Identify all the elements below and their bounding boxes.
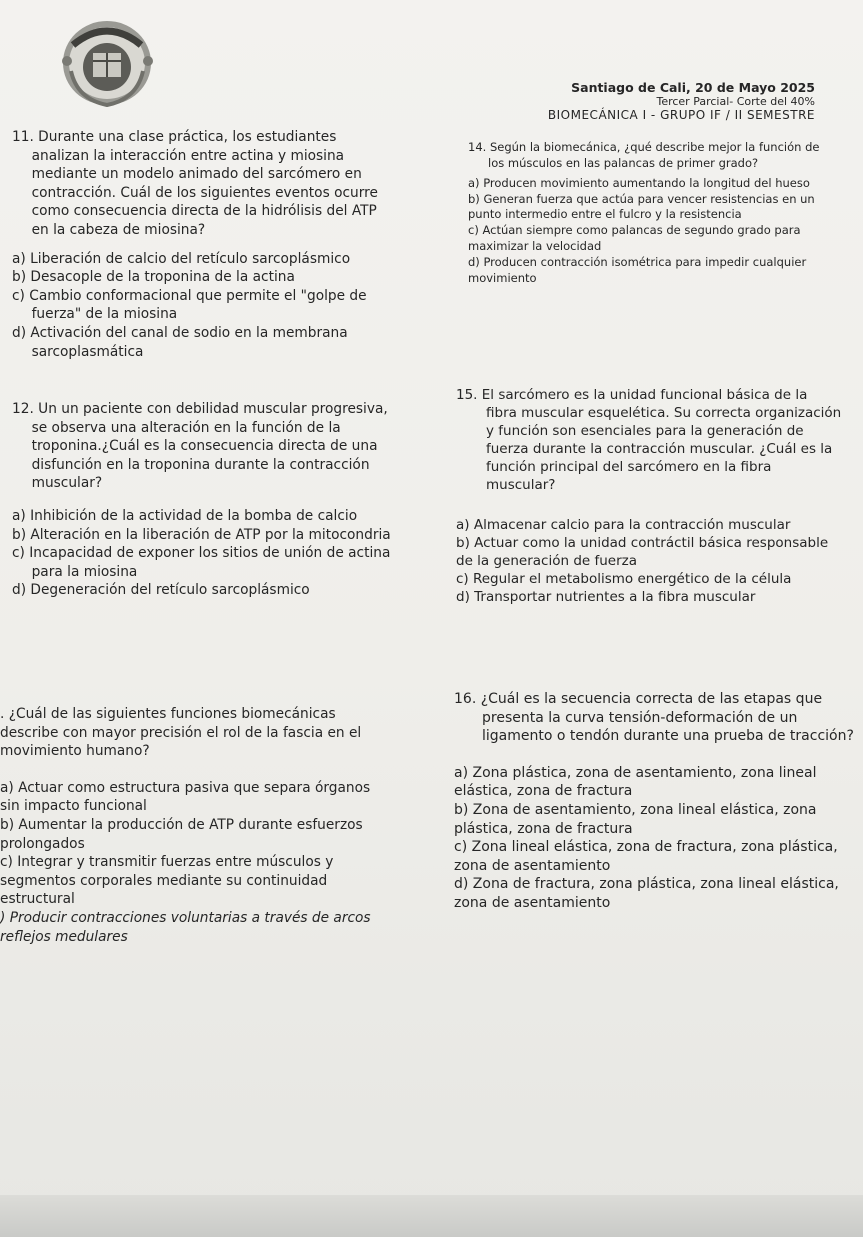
question-14 [468,140,826,287]
option-d[interactable]: d) Producen contracción isométrica para impedir cualquier movimiento [468,255,807,285]
question-number: 12. [12,401,34,417]
question-11 [12,128,392,361]
question-stem: ¿Cuál es la secuencia correcta de las etapas que presenta la curva tensión-deformación de un ligamento o tendón durante una prueba de tracción? [480,691,854,745]
question-number: 15. [456,387,478,403]
option-b[interactable]: b) Desacople de la troponina de la actina [12,269,295,286]
option-c[interactable]: c) Regular el metabolismo energético de la célula [456,570,792,587]
question-number: 14. [468,140,487,154]
option-c[interactable]: c) Zona lineal elástica, zona de fractura, zona plástica, zona de asentamiento [454,839,838,874]
question-12 [12,400,392,600]
question-stem: Según la biomecánica, ¿qué describe mejor la función de los músculos en las palancas de primer grado? [488,140,820,170]
question-15 [456,387,842,606]
option-b[interactable]: b) Zona de asentamiento, zona lineal elástica, zona plástica, zona de fractura [454,802,817,837]
header-city-date: Santiago de Cali, 20 de Mayo 2025 [571,80,815,95]
header-exam-title: Tercer Parcial- Corte del 40% [656,95,815,108]
option-c[interactable]: c) Integrar y transmitir fuerzas entre músculos y segmentos corporales mediante su continuidad estructural [0,854,334,908]
option-c[interactable]: c) Actúan siempre como palancas de segundo grado para maximizar la velocidad [468,223,801,254]
option-d[interactable]: d) Degeneración del retículo sarcoplásmico [12,582,310,599]
question-number: 11. [12,129,34,145]
option-a[interactable]: a) Producen movimiento aumentando la longitud del hueso [468,175,810,190]
page-bottom-shadow [0,1195,863,1237]
option-c[interactable]: c) Cambio conformacional que permite el "golpe de fuerza" de la miosina [12,287,367,323]
question-stem: Durante una clase práctica, los estudiantes analizan la interacción entre actina y miosina mediante un modelo animado del sarcómero en contracción. Cuál de los siguientes eventos ocurre como consecuencia directa de la hidrólisis del ATP en la cabeza de miosina? [31,129,378,239]
option-d[interactable]: d) Activación del canal de sodio en la membrana sarcoplasmática [12,325,348,360]
question-13 [0,705,392,946]
option-a[interactable]: a) Inhibición de la actividad de la bomba de calcio [12,508,358,525]
question-number: . [0,706,5,722]
option-a[interactable]: a) Liberación de calcio del retículo sarcoplásmico [12,250,351,267]
option-b[interactable]: b) Alteración en la liberación de ATP por la mitocondria [12,526,391,543]
option-a[interactable]: a) Zona plástica, zona de asentamiento, zona lineal elástica, zona de fractura [454,764,817,800]
option-b[interactable]: b) Generan fuerza que actúa para vencer resistencias en un punto intermedio entre el fulcro y la resistencia [468,191,815,222]
question-16 [454,690,854,913]
option-b[interactable]: b) Aumentar la producción de ATP durante esfuerzos prolongados [0,817,363,852]
question-stem: ¿Cuál de las siguientes funciones biomecánicas describe con mayor precisión el rol de la fascia en el movimiento humano? [0,706,362,760]
question-number: 16. [454,691,477,707]
option-d[interactable]: d) Zona de fractura, zona plástica, zona lineal elástica, zona de asentamiento [454,876,839,912]
option-a[interactable]: a) Almacenar calcio para la contracción muscular [456,516,791,533]
option-a[interactable]: a) Actuar como estructura pasiva que separa órganos sin impacto funcional [0,779,371,815]
option-d[interactable]: d) Transportar nutrientes a la fibra muscular [456,588,756,605]
university-seal-logo [55,15,160,110]
option-d[interactable]: ) Producir contracciones voluntarias a través de arcos reflejos medulares [0,910,371,945]
option-b[interactable]: b) Actuar como la unidad contráctil básica responsable de la generación de fuerza [456,534,829,569]
question-stem: El sarcómero es la unidad funcional básica de la fibra muscular esquelética. Su correcta organización y función son esenciales para la generación de fuerza durante la contracción muscular. ¿Cuál es la función principal del sarcómero en la fibra muscular? [481,387,842,493]
header-course: BIOMECÁNICA I - GRUPO IF / II SEMESTRE [547,108,815,122]
question-stem: Un un paciente con debilidad muscular progresiva, se observa una alteración en la función de la troponina.¿Cuál es la consecuencia directa de una disfunción en la troponina durante la contracción muscular? [31,401,388,492]
option-c[interactable]: c) Incapacidad de exponer los sitios de unión de actina para la miosina [12,545,391,580]
